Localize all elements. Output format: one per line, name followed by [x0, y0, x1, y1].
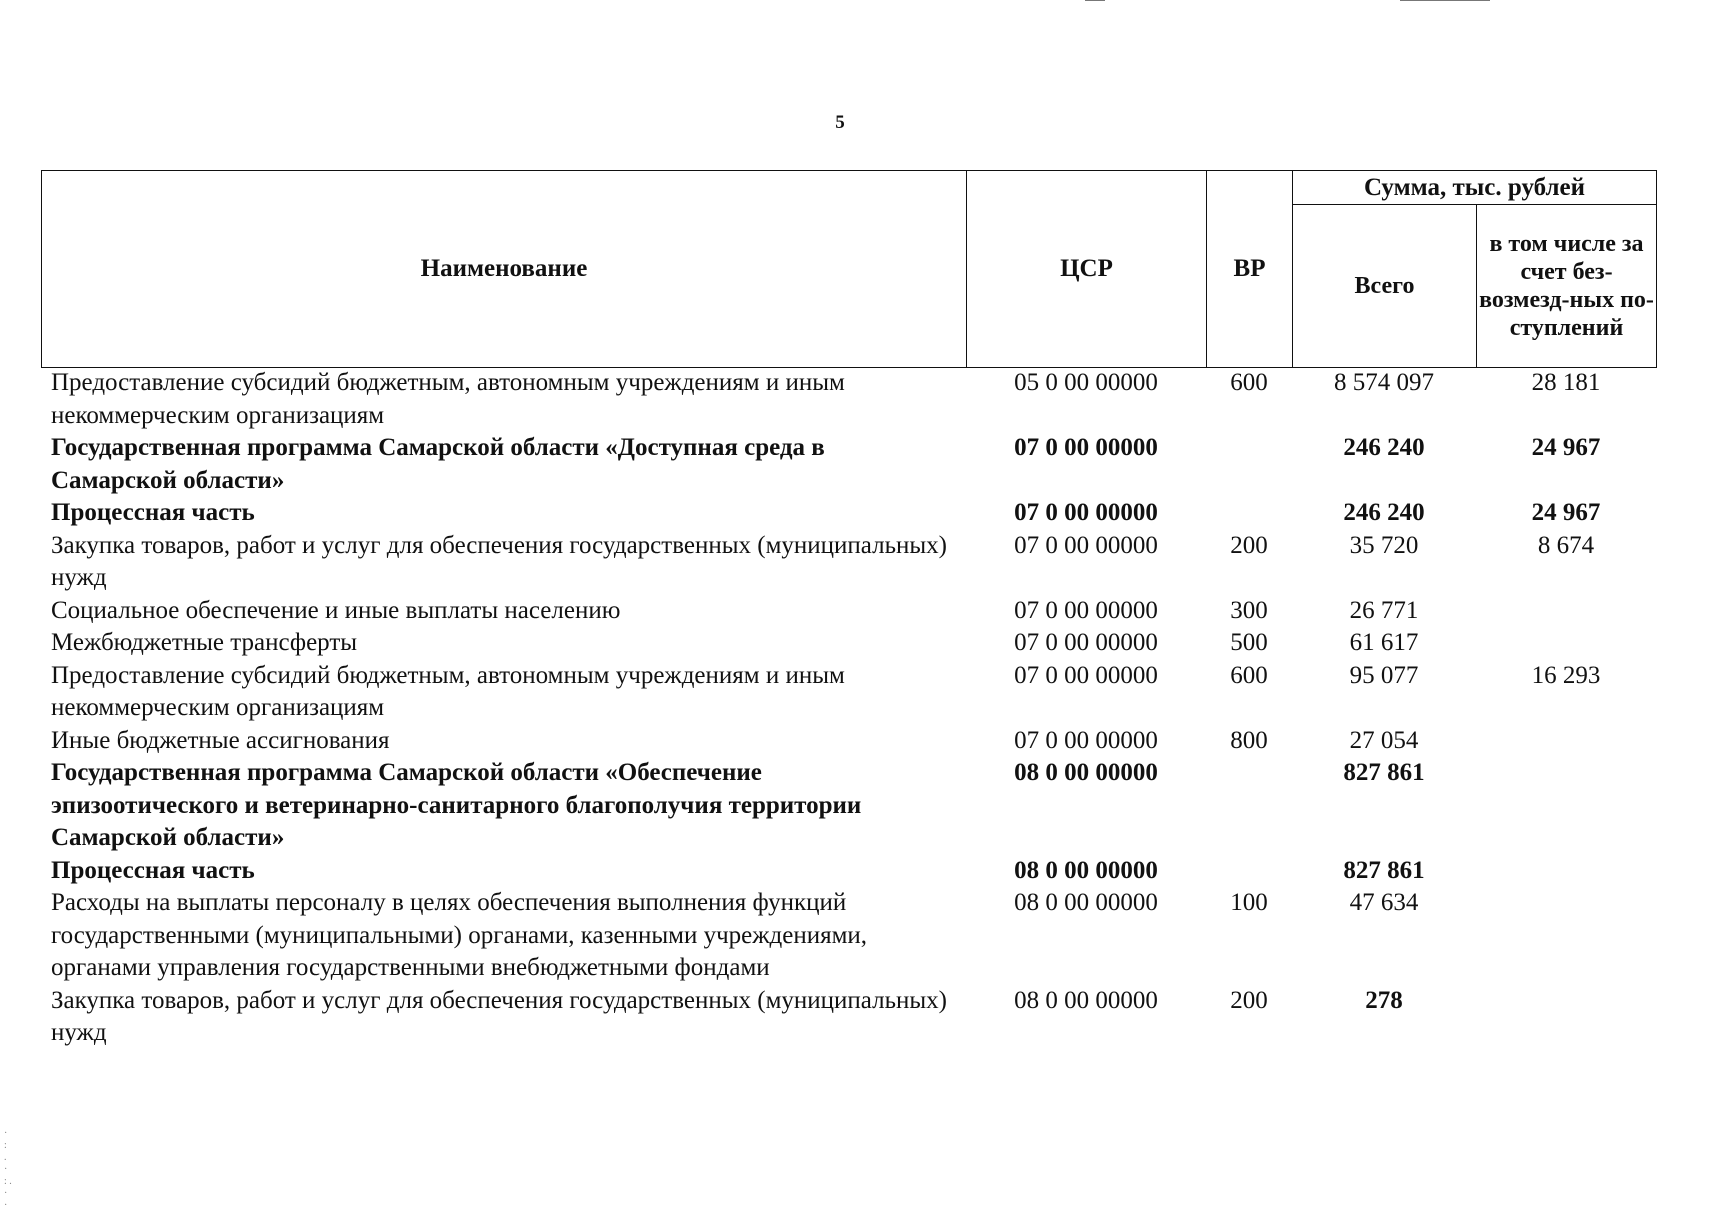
row-vr	[1206, 432, 1292, 497]
row-total: 8 574 097	[1334, 369, 1434, 396]
row-grants	[1476, 855, 1656, 888]
row-total: 47 634	[1349, 889, 1419, 916]
row-name: Закупка товаров, работ и услуг для обеспечения государственных (муниципальных) нужд	[51, 986, 947, 1046]
row-total: 27 054	[1349, 726, 1419, 754]
row-total: 61 617	[1349, 629, 1419, 656]
row-name: Расходы на выплаты персоналу в целях обеспечения выполнения функций государственными (муниципальными) органами, казенными учреждениями, органами управления государственными внебюджетными фондами	[51, 889, 868, 981]
row-csr: 05 0 00 00000	[1014, 369, 1158, 396]
row-grants: 28 181	[1531, 369, 1601, 396]
row-csr: 07 0 00 00000	[1014, 531, 1158, 559]
row-vr: 500	[1230, 629, 1268, 656]
row-total: 26 771	[1349, 596, 1419, 624]
table-row	[41, 855, 1656, 888]
row-name: Социальное обеспечение и иные выплаты населению	[51, 596, 621, 624]
row-name: Закупка товаров, работ и услуг для обеспечения государственных (муниципальных) нужд	[51, 531, 947, 591]
row-vr	[1206, 757, 1292, 855]
row-total: 278	[1365, 986, 1403, 1014]
header-total: Всего	[1293, 205, 1477, 368]
row-grants	[1476, 887, 1656, 985]
row-grants: 8 674	[1537, 531, 1595, 559]
row-total: 35 720	[1349, 531, 1419, 559]
row-name: Иные бюджетные ассигнования	[51, 726, 390, 754]
table-body	[41, 367, 1656, 1050]
row-total: 95 077	[1349, 661, 1419, 689]
row-total: 827 861	[1343, 759, 1425, 786]
row-grants	[1476, 595, 1656, 628]
scan-top-rule-1	[1085, 0, 1105, 1]
row-csr: 07 0 00 00000	[1014, 726, 1158, 754]
table-row	[41, 757, 1656, 855]
table-row	[41, 432, 1656, 497]
row-vr: 200	[1230, 986, 1268, 1014]
table-row	[41, 367, 1656, 432]
row-name: Процессная часть	[51, 856, 255, 884]
row-csr: 08 0 00 00000	[1014, 759, 1158, 786]
page-number: 5	[835, 112, 845, 133]
table-row	[41, 497, 1656, 530]
table-row	[41, 660, 1656, 725]
row-name: Государственная программа Самарской области «Доступная среда в Самарской области»	[51, 434, 825, 494]
row-grants: 24 967	[1531, 434, 1601, 461]
row-csr: 08 0 00 00000	[1014, 986, 1158, 1014]
table-row	[41, 595, 1656, 628]
row-grants	[1476, 985, 1656, 1050]
row-grants	[1476, 757, 1656, 855]
row-csr: 08 0 00 00000	[1014, 856, 1158, 884]
row-name: Предоставление субсидий бюджетным, автономным учреждениям и иным некоммерческим организациям	[51, 369, 845, 429]
row-vr: 600	[1230, 661, 1268, 689]
header-vr: ВР	[1207, 171, 1293, 368]
row-name: Предоставление субсидий бюджетным, автономным учреждениям и иным некоммерческим организациям	[51, 661, 845, 721]
row-total: 246 240	[1343, 434, 1425, 461]
row-vr	[1206, 497, 1292, 530]
row-grants	[1476, 725, 1656, 758]
header-name: Наименование	[42, 171, 967, 368]
row-csr: 07 0 00 00000	[1014, 434, 1158, 461]
row-csr: 07 0 00 00000	[1014, 499, 1158, 526]
row-total: 827 861	[1343, 856, 1425, 884]
row-csr: 07 0 00 00000	[1014, 596, 1158, 624]
table-row	[41, 887, 1656, 985]
header-csr: ЦСР	[967, 171, 1207, 368]
row-csr: 08 0 00 00000	[1014, 889, 1158, 916]
row-vr: 200	[1230, 531, 1268, 559]
row-grants: 24 967	[1531, 499, 1601, 526]
table-row	[41, 627, 1656, 660]
row-name: Государственная программа Самарской области «Обеспечение эпизоотического и ветеринарно-санитарного благополучия территории Самарской области»	[51, 759, 862, 851]
table-row	[41, 985, 1656, 1050]
table-row	[41, 530, 1656, 595]
row-csr: 07 0 00 00000	[1014, 629, 1158, 656]
table-header	[41, 170, 1657, 368]
header-sum: Сумма, тыс. рублей	[1293, 171, 1657, 205]
header-grants: в том числе за счет без-возмезд-ных по-ступлений	[1477, 205, 1657, 368]
table-row	[41, 725, 1656, 758]
row-vr: 300	[1230, 596, 1268, 624]
row-vr: 100	[1230, 889, 1268, 916]
row-name: Межбюджетные трансферты	[51, 629, 358, 656]
row-name: Процессная часть	[51, 499, 255, 526]
row-csr: 07 0 00 00000	[1014, 661, 1158, 689]
row-vr: 800	[1230, 726, 1268, 754]
scan-top-rule-2	[1400, 0, 1490, 1]
row-grants: 16 293	[1531, 661, 1601, 689]
row-vr: 600	[1230, 369, 1268, 396]
row-vr	[1206, 855, 1292, 888]
table-rows	[41, 367, 1656, 1050]
row-grants	[1476, 627, 1656, 660]
row-total: 246 240	[1343, 499, 1425, 526]
scan-margin-specks: · : . · : . · ·	[4, 1128, 12, 1211]
